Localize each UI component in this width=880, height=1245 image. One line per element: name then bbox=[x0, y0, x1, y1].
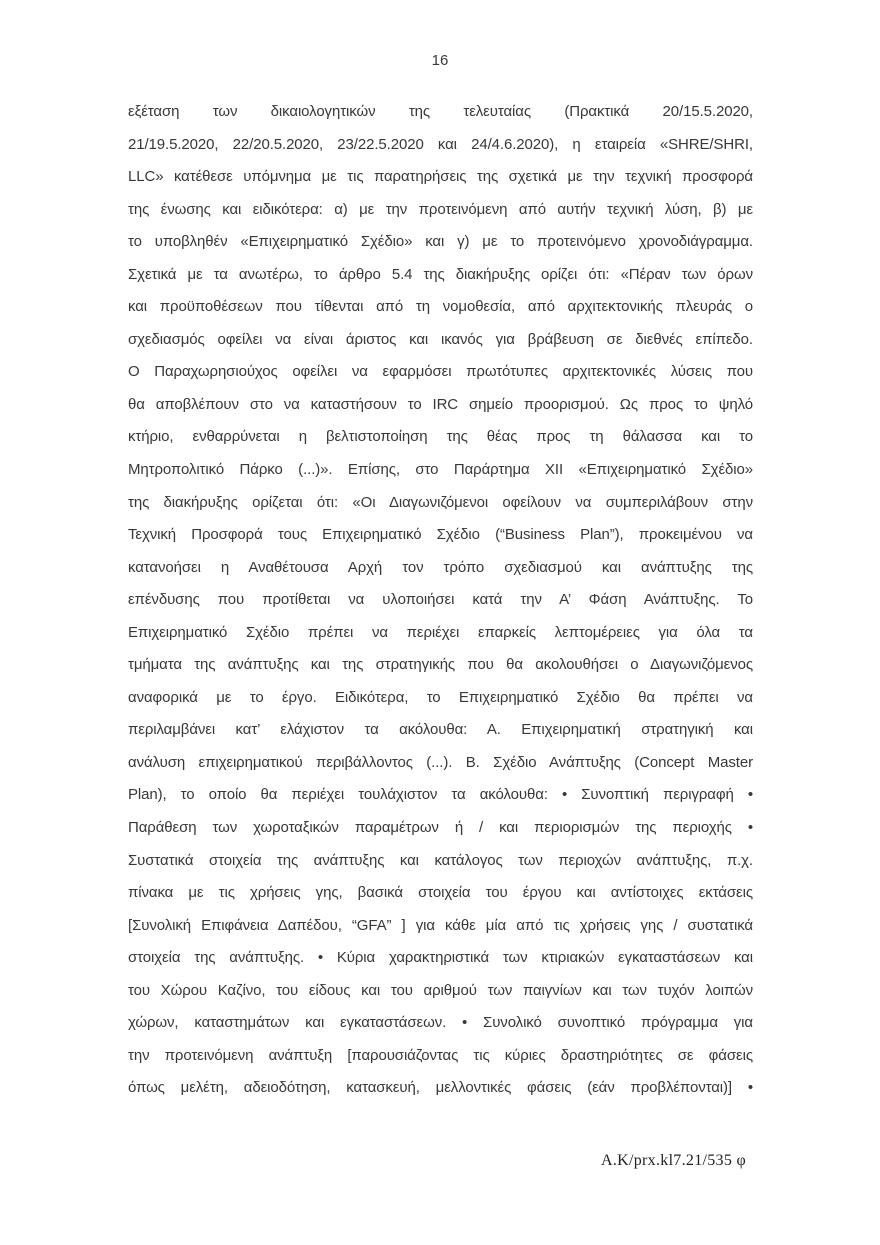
document-body bbox=[128, 96, 753, 1105]
text-line: κατανοήσει η Αναθέτουσα Αρχή τον τρόπο σχεδιασμού και ανάπτυξης της bbox=[128, 558, 753, 576]
text-line: το υποβληθέν «Επιχειρηματικό Σχέδιο» και γ) με το προτεινόμενο χρονοδιάγραμμα. bbox=[128, 233, 753, 251]
text-line: Σχετικά με τα ανωτέρω, το άρθρο 5.4 της διακήρυξης ορίζει ότι: «Πέραν των όρων bbox=[128, 265, 753, 283]
text-line: στοιχεία της ανάπτυξης. • Κύρια χαρακτηριστικά των κτιριακών εγκαταστάσεων και bbox=[128, 949, 753, 967]
text-line: εξέταση των δικαιολογητικών της τελευταίας (Πρακτικά 20/15.5.2020, bbox=[128, 103, 753, 120]
footer-reference: Α.Κ/prx.kl7.21/535 φ bbox=[600, 1152, 746, 1169]
text-line: της ένωσης και ειδικότερα: α) με την προτεινόμενη από αυτήν τεχνική λύση, β) με bbox=[128, 200, 753, 218]
text-line: Παράθεση των χωροταξικών παραμέτρων ή / και περιορισμών της περιοχής • bbox=[128, 819, 753, 837]
text-line: την προτεινόμενη ανάπτυξη [παρουσιάζοντας τις κύριες δραστηριότητες σε φάσεις bbox=[128, 1046, 753, 1064]
text-line: της διακήρυξης ορίζεται ότι: «Οι Διαγωνιζόμενοι οφείλουν να συμπεριλάβουν στην bbox=[128, 493, 753, 511]
text-line: τμήματα της ανάπτυξης και της στρατηγικής που θα ακολουθήσει ο Διαγωνιζόμενος bbox=[128, 656, 753, 674]
text-line: Τεχνική Προσφορά τους Επιχειρηματικό Σχέδιο (“Business Plan”), προκειμένου να bbox=[128, 526, 753, 544]
text-line: 21/19.5.2020, 22/20.5.2020, 23/22.5.2020 και 24/4.6.2020), η εταιρεία «SHRE/SHRI, bbox=[128, 135, 753, 153]
text-line: αναφορικά με το έργο. Ειδικότερα, το Επιχειρηματικό Σχέδιο θα πρέπει να bbox=[128, 688, 753, 706]
text-line: και προϋποθέσεων που τίθενται από τη νομοθεσία, από αρχιτεκτονικής πλευράς ο bbox=[128, 298, 753, 316]
text-line: Μητροπολιτικό Πάρκο (...)». Επίσης, στο Παράρτημα XII «Επιχειρηματικό Σχέδιο» bbox=[128, 461, 753, 479]
text-line: πίνακα με τις χρήσεις γης, βασικά στοιχεία του έργου και αντίστοιχες εκτάσεις bbox=[128, 884, 753, 902]
text-line: επένδυσης που προτίθεται να υλοποιήσει κατά την Α’ Φάση Ανάπτυξης. Το bbox=[128, 591, 753, 609]
text-line: Συστατικά στοιχεία της ανάπτυξης και κατάλογος των περιοχών ανάπτυξης, π.χ. bbox=[128, 851, 753, 869]
text-line: περιλαμβάνει κατ’ ελάχιστον τα ακόλουθα: Α. Επιχειρηματική στρατηγική και bbox=[128, 721, 753, 739]
text-line: ανάλυση επιχειρηματικού περιβάλλοντος (...). Β. Σχέδιο Ανάπτυξης (Concept Master bbox=[128, 753, 753, 771]
text-line: [Συνολική Επιφάνεια Δαπέδου, “GFA” ] για κάθε μία από τις χρήσεις γης / συστατικά bbox=[128, 916, 753, 934]
text-line: όπως μελέτη, αδειοδότηση, κατασκευή, μελλοντικές φάσεις (εάν προβλέπονται)] • bbox=[128, 1079, 753, 1097]
text-line: LLC» κατέθεσε υπόμνημα με τις παρατηρήσεις της σχετικά με την τεχνική προσφορά bbox=[128, 168, 753, 186]
text-line: κτήριο, ενθαρρύνεται η βελτιστοποίηση της θέας προς τη θάλασσα και το bbox=[128, 428, 753, 446]
text-line: χώρων, καταστημάτων και εγκαταστάσεων. • Συνολικό συνοπτικό πρόγραμμα για bbox=[128, 1014, 753, 1032]
page-number: 16 bbox=[431, 52, 449, 69]
text-line: Επιχειρηματικό Σχέδιο πρέπει να περιέχει επαρκείς λεπτομέρειες για όλα τα bbox=[128, 623, 753, 641]
text-line: Plan), το οποίο θα περιέχει τουλάχιστον τα ακόλουθα: • Συνοπτική περιγραφή • bbox=[128, 786, 753, 804]
text-line: σχεδιασμός οφείλει να είναι άριστος και ικανός για βράβευση σε διεθνές επίπεδο. bbox=[128, 330, 753, 348]
text-line: θα αποβλέπουν στο να καταστήσουν το IRC σημείο προορισμού. Ως προς το ψηλό bbox=[128, 395, 753, 413]
text-line: Ο Παραχωρησιούχος οφείλει να εφαρμόσει πρωτότυπες αρχιτεκτονικές λύσεις που bbox=[128, 363, 753, 381]
text-line: του Χώρου Καζίνο, του είδους και του αριθμού των παιγνίων και των τυχόν λοιπών bbox=[128, 981, 753, 999]
